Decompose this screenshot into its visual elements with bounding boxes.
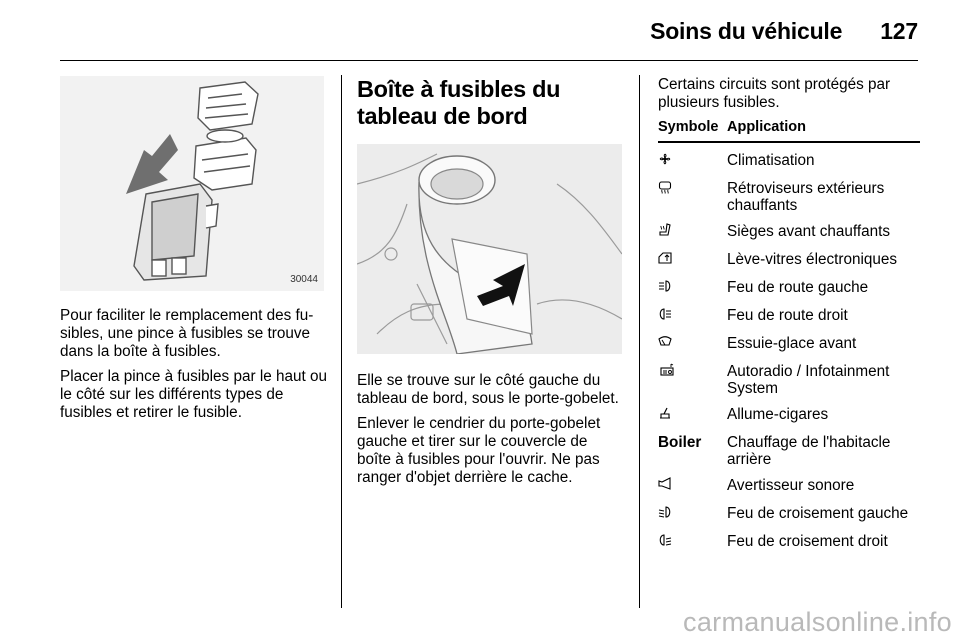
paragraph: Pour faciliter le remplacement des fu-sibles, une pince à fusibles se trouve dans la boîte à fusibles. bbox=[60, 307, 314, 360]
fuse-table bbox=[658, 119, 920, 552]
paragraph: Elle se trouve sur le côté gauche du tableau de bord, sous le porte-gobelet. bbox=[357, 372, 619, 407]
application-label: Rétroviseurs extérieurs chauffants bbox=[727, 180, 885, 214]
column-header-symbol: Symbole bbox=[658, 119, 727, 142]
column-3 bbox=[658, 76, 920, 552]
column-2 bbox=[357, 76, 622, 494]
application-label: Feu de croisement droit bbox=[727, 533, 888, 550]
high-beam-left-icon bbox=[658, 279, 672, 293]
chapter-title: Soins du véhicule bbox=[650, 18, 843, 44]
high-beam-right-icon bbox=[658, 307, 672, 321]
application-label: Allume-cigares bbox=[727, 406, 829, 423]
power-window-icon bbox=[658, 251, 672, 265]
table-row bbox=[658, 354, 920, 397]
table-row bbox=[658, 270, 920, 298]
table-row bbox=[658, 496, 920, 524]
dashboard-illustration bbox=[357, 144, 622, 354]
radio-icon bbox=[658, 363, 676, 377]
table-row bbox=[658, 142, 920, 171]
table-row bbox=[658, 242, 920, 270]
wiper-icon bbox=[658, 335, 672, 349]
table-row bbox=[658, 468, 920, 496]
application-label: Autoradio / Infotainment System bbox=[727, 363, 890, 397]
low-beam-right-icon bbox=[658, 533, 672, 547]
column-header-application: Application bbox=[727, 119, 920, 142]
low-beam-left-icon bbox=[658, 505, 672, 519]
column-divider bbox=[341, 75, 342, 608]
application-label: Chauffage de l'habitacle arrière bbox=[727, 434, 891, 468]
watermark: carmanualsonline.info bbox=[683, 607, 952, 637]
table-row bbox=[658, 397, 920, 425]
table-row bbox=[658, 524, 920, 552]
symbol-text: Boiler bbox=[658, 434, 702, 451]
table-row bbox=[658, 425, 920, 468]
application-label: Essuie-glace avant bbox=[727, 335, 857, 352]
table-row bbox=[658, 214, 920, 242]
cigarette-lighter-icon bbox=[658, 406, 672, 420]
application-label: Lève-vitres électroniques bbox=[727, 251, 898, 268]
paragraph: Placer la pince à fusibles par le haut ou le côté sur les différents types de fusibles et retirer le fusible. bbox=[60, 368, 328, 421]
application-label: Avertisseur sonore bbox=[727, 477, 855, 494]
heated-seat-icon bbox=[658, 223, 672, 237]
fuse-puller-illustration bbox=[60, 76, 324, 291]
fan-icon bbox=[658, 152, 672, 166]
horn-icon bbox=[658, 477, 672, 491]
application-label: Feu de croisement gauche bbox=[727, 505, 909, 522]
table-row bbox=[658, 171, 920, 214]
application-label: Feu de route droit bbox=[727, 307, 848, 324]
application-label: Climatisation bbox=[727, 152, 815, 169]
section-heading: Boîte à fusibles du tableau de bord bbox=[357, 76, 561, 129]
table-row bbox=[658, 298, 920, 326]
paragraph: Enlever le cendrier du porte-gobelet gauche et tirer sur le couvercle de boîte à fusibles pour l'ouvrir. Ne pas ranger d'objet derrière le cache. bbox=[357, 415, 601, 486]
header-rule bbox=[60, 60, 918, 61]
application-label: Sièges avant chauffants bbox=[727, 223, 890, 240]
table-row bbox=[658, 326, 920, 354]
figure-number: 30044 bbox=[290, 274, 318, 285]
column-1 bbox=[60, 76, 328, 429]
column-divider bbox=[639, 75, 640, 608]
page-header bbox=[650, 18, 918, 45]
heated-mirror-icon bbox=[658, 180, 672, 194]
intro-paragraph: Certains circuits sont protégés par plusieurs fusibles. bbox=[658, 76, 891, 111]
application-label: Feu de route gauche bbox=[727, 279, 869, 296]
page-number: 127 bbox=[880, 18, 918, 44]
